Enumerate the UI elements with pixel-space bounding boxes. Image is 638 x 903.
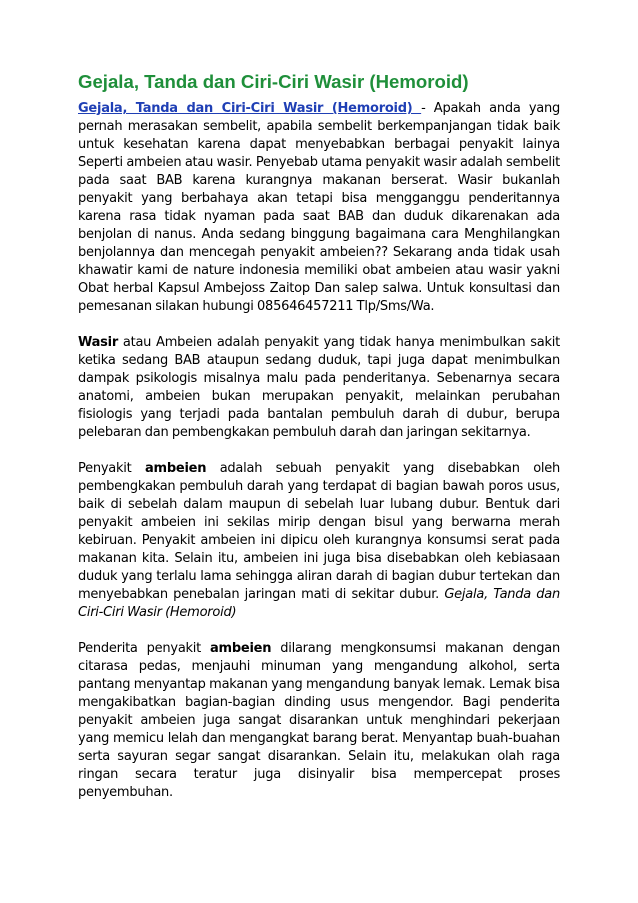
paragraph-penderita [78,640,560,802]
paragraph-ambeien-italic-title: Gejala, Tanda dan Ciri-Ciri Wasir (Hemoroid) [78,587,560,620]
paragraph-penderita-lead: Penderita penyakit [78,641,211,656]
paragraph-ambeien-lead: Penyakit [78,461,145,476]
paragraph-intro-text: - Apakah anda yang pernah merasakan sembelit, apabila sembelit berkempanjangan tidak baik untuk kesehatan karena dapat menyebabkan berbagai penyakit lainya Seperti ambeien atau wasir. Penyebab utama penyakit wasir adalah sembelit pada saat BAB karena kurangnya makanan berserat. Wasir bukanlah penyakit yang berbahaya akan tetapi bisa mengganggu penderitannya karena rasa tidak nyaman pada saat BAB dan duduk dikarenakan ada benjolan di nanus. Anda sedang binggung bagaimana cara Menghilangkan benjolannya dan mencegah penyakit ambeien?? Sekarang anda tidak usah khawatir kami de nature indonesia memiliki obat ambeien atau wasir yakni Obat herbal Kapsul Ambejoss Zaitop Dan salep salwa. Untuk konsultasi dan pemesanan silakan hubungi 085646457211 Tlp/Sms/Wa. [78,101,560,314]
paragraph-wasir [78,334,560,442]
term-ambeien: ambeien [145,461,207,476]
paragraph-ambeien-definition [78,460,560,622]
term-ambeien-2: ambeien [210,641,272,656]
document-page [78,70,560,820]
paragraph-wasir-text: atau Ambeien adalah penyakit yang tidak hanya menimbulkan sakit ketika sedang BAB ataupun sedang duduk, tapi juga dapat menimbulkan dampak psikologis misalnya malu pada penderitanya. Sebenarnya secara anatomi, ambeien bukan merupakan penyakit, melainkan perubahan fisiologis yang terjadi pada bantalan pembuluh darah di dubur, berupa pelebaran dan pembengkakan pembuluh darah dan jaringan sekitarnya. [78,335,560,440]
article-title: Gejala, Tanda dan Ciri-Ciri Wasir (Hemoroid) [78,71,469,92]
term-wasir: Wasir [78,335,119,350]
paragraph-penderita-text: dilarang mengkonsumsi makanan dengan citarasa pedas, menjauhi minuman yang mengandung alkohol, serta pantang menyantap makanan yang mengandung banyak lemak. Lemak bisa mengakibatkan bagian-bagian dinding usus mengendor. Bagi penderita penyakit ambeien juga sangat disarankan untuk menghindari pekerjaan yang memicu lelah dan mengangkat barang berat. Menyantap buah-buahan serta sayuran segar sangat disarankan. Selain itu, melakukan olah raga ringan secara teratur juga disinyalir bisa mempercepat proses penyembuhan. [78,641,560,800]
paragraph-intro [78,100,560,316]
paragraph-ambeien-text: adalah sebuah penyakit yang disebabkan oleh pembengkakan pembuluh darah yang terdapat di bagian bawah poros usus, baik di sebelah dalam maupun di sebelah luar lubang dubur. Bentuk dari penyakit ambeien ini sekilas mirip dengan bisul yang berwarna merah kebiruan. Penyakit ambeien ini dipicu oleh kurangnya konsumsi serat pada makanan kita. Selain itu, ambeien ini juga bisa disebabkan oleh kebiasaan duduk yang terlalu lama sehingga aliran darah di bagian dubur tertekan dan menyebabkan penebalan jaringan mati di sekitar dubur. [78,461,560,602]
title-link[interactable]: Gejala, Tanda dan Ciri-Ciri Wasir (Hemoroid) [78,101,422,116]
